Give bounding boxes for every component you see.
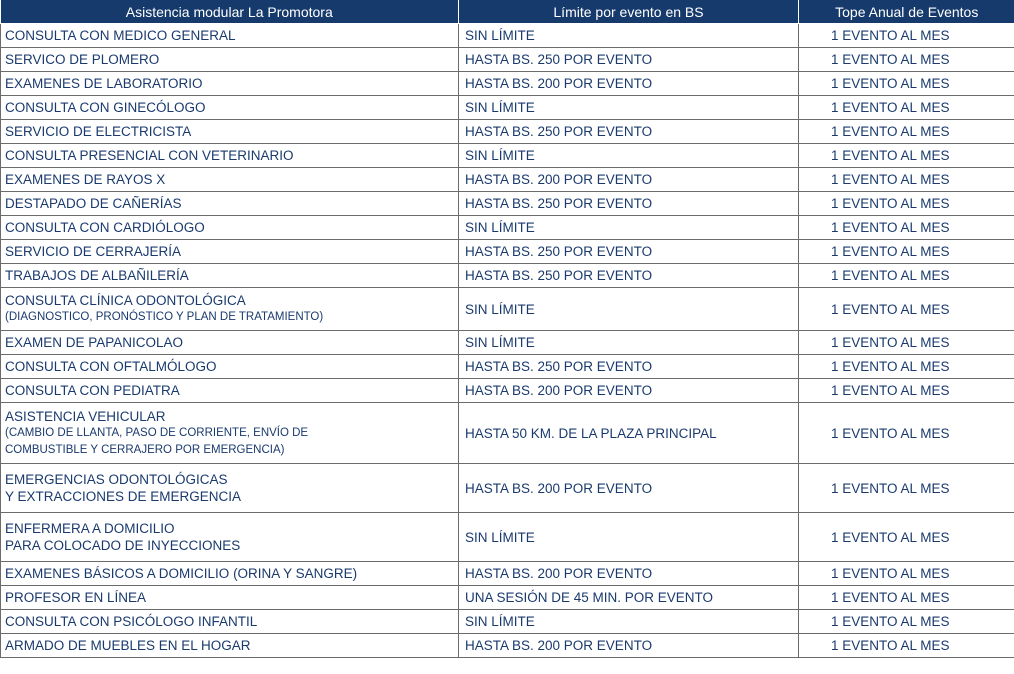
service-cell: EXAMENES DE LABORATORIO [1, 72, 459, 96]
cap-cell: 1 EVENTO AL MES [799, 240, 1014, 264]
service-cell: SERVICO DE PLOMERO [1, 48, 459, 72]
cap-cell: 1 EVENTO AL MES [799, 586, 1014, 610]
table-row [1, 464, 1014, 513]
table-row [1, 288, 1014, 331]
table-row [1, 192, 1014, 216]
table-row [1, 48, 1014, 72]
table-row [1, 379, 1014, 403]
limit-cell: SIN LÍMITE [459, 513, 799, 562]
limit-cell: HASTA BS. 200 POR EVENTO [459, 168, 799, 192]
cap-cell: 1 EVENTO AL MES [799, 634, 1014, 658]
service-note: (DIAGNOSTICO, PRONÓSTICO Y PLAN DE TRATAMIENTO) [5, 311, 324, 323]
cap-cell: 1 EVENTO AL MES [799, 72, 1014, 96]
service-cell: CONSULTA CON MEDICO GENERAL [1, 24, 459, 48]
cap-cell: 1 EVENTO AL MES [799, 379, 1014, 403]
service-title: ENFERMERA A DOMICILIO [5, 521, 175, 536]
header-limit: Límite por evento en BS [459, 0, 799, 24]
cap-cell: 1 EVENTO AL MES [799, 192, 1014, 216]
cap-cell: 1 EVENTO AL MES [799, 403, 1014, 464]
table-row [1, 24, 1014, 48]
cap-cell: 1 EVENTO AL MES [799, 562, 1014, 586]
limit-cell: HASTA BS. 250 POR EVENTO [459, 48, 799, 72]
table-row [1, 562, 1014, 586]
service-title-line2: PARA COLOCADO DE INYECCIONES [5, 538, 241, 553]
limit-cell: HASTA BS. 200 POR EVENTO [459, 379, 799, 403]
limit-cell: HASTA BS. 250 POR EVENTO [459, 240, 799, 264]
service-cell: PROFESOR EN LÍNEA [1, 586, 459, 610]
service-title-line2: Y EXTRACCIONES DE EMERGENCIA [5, 489, 242, 504]
cap-cell: 1 EVENTO AL MES [799, 464, 1014, 513]
limit-cell: SIN LÍMITE [459, 144, 799, 168]
limit-cell: HASTA BS. 250 POR EVENTO [459, 264, 799, 288]
service-cell: SERVICIO DE CERRAJERÍA [1, 240, 459, 264]
limit-cell: SIN LÍMITE [459, 96, 799, 120]
cap-cell: 1 EVENTO AL MES [799, 168, 1014, 192]
cap-cell: 1 EVENTO AL MES [799, 144, 1014, 168]
service-note: COMBUSTIBLE Y CERRAJERO POR EMERGENCIA) [5, 443, 285, 456]
service-cell: CONSULTA CON CARDIÓLOGO [1, 216, 459, 240]
service-title: CONSULTA CLÍNICA ODONTOLÓGICA [5, 293, 246, 308]
service-cell: CONSULTA CON PEDIATRA [1, 379, 459, 403]
table-row [1, 240, 1014, 264]
table-row [1, 120, 1014, 144]
service-cell [1, 513, 459, 562]
table-row [1, 216, 1014, 240]
cap-cell: 1 EVENTO AL MES [799, 513, 1014, 562]
service-note: (CAMBIO DE LLANTA, PASO DE CORRIENTE, ENVÍO DE [5, 426, 309, 439]
cap-cell: 1 EVENTO AL MES [799, 216, 1014, 240]
table-row [1, 144, 1014, 168]
cap-cell: 1 EVENTO AL MES [799, 120, 1014, 144]
limit-cell: SIN LÍMITE [459, 610, 799, 634]
cap-cell: 1 EVENTO AL MES [799, 96, 1014, 120]
limit-cell: HASTA BS. 200 POR EVENTO [459, 72, 799, 96]
service-cell: EXAMENES DE RAYOS X [1, 168, 459, 192]
service-cell: ARMADO DE MUEBLES EN EL HOGAR [1, 634, 459, 658]
limit-cell: HASTA BS. 250 POR EVENTO [459, 192, 799, 216]
cap-cell: 1 EVENTO AL MES [799, 48, 1014, 72]
table-row [1, 355, 1014, 379]
table-row [1, 610, 1014, 634]
service-cell [1, 288, 459, 331]
service-cell: CONSULTA PRESENCIAL CON VETERINARIO [1, 144, 459, 168]
limit-cell: HASTA 50 KM. DE LA PLAZA PRINCIPAL [459, 403, 799, 464]
table-header-row [1, 0, 1014, 24]
limit-cell: HASTA BS. 200 POR EVENTO [459, 562, 799, 586]
table-row [1, 513, 1014, 562]
service-cell [1, 464, 459, 513]
table-row [1, 634, 1014, 658]
cap-cell: 1 EVENTO AL MES [799, 331, 1014, 355]
service-cell: TRABAJOS DE ALBAÑILERÍA [1, 264, 459, 288]
limit-cell: HASTA BS. 250 POR EVENTO [459, 120, 799, 144]
cap-cell: 1 EVENTO AL MES [799, 288, 1014, 331]
cap-cell: 1 EVENTO AL MES [799, 355, 1014, 379]
limit-cell: HASTA BS. 200 POR EVENTO [459, 634, 799, 658]
cap-cell: 1 EVENTO AL MES [799, 610, 1014, 634]
table-row [1, 264, 1014, 288]
cap-cell: 1 EVENTO AL MES [799, 264, 1014, 288]
table-row [1, 168, 1014, 192]
table-row [1, 96, 1014, 120]
table-row [1, 331, 1014, 355]
limit-cell: HASTA BS. 200 POR EVENTO [459, 464, 799, 513]
service-title: EMERGENCIAS ODONTOLÓGICAS [5, 472, 228, 487]
limit-cell: UNA SESIÓN DE 45 MIN. POR EVENTO [459, 586, 799, 610]
service-cell: CONSULTA CON OFTALMÓLOGO [1, 355, 459, 379]
header-service: Asistencia modular La Promotora [1, 0, 459, 24]
service-title: ASISTENCIA VEHICULAR [5, 408, 166, 424]
service-cell: DESTAPADO DE CAÑERÍAS [1, 192, 459, 216]
service-cell: EXAMENES BÁSICOS A DOMICILIO (ORINA Y SANGRE) [1, 562, 459, 586]
table-row [1, 586, 1014, 610]
service-cell [1, 403, 459, 464]
limit-cell: SIN LÍMITE [459, 288, 799, 331]
limit-cell: SIN LÍMITE [459, 24, 799, 48]
service-cell: EXAMEN DE PAPANICOLAO [1, 331, 459, 355]
service-cell: SERVICIO DE ELECTRICISTA [1, 120, 459, 144]
table-row [1, 72, 1014, 96]
service-cell: CONSULTA CON PSICÓLOGO INFANTIL [1, 610, 459, 634]
cap-cell: 1 EVENTO AL MES [799, 24, 1014, 48]
limit-cell: SIN LÍMITE [459, 331, 799, 355]
limit-cell: SIN LÍMITE [459, 216, 799, 240]
header-cap: Tope Anual de Eventos [799, 0, 1014, 24]
service-cell: CONSULTA CON GINECÓLOGO [1, 96, 459, 120]
table-row [1, 403, 1014, 464]
limit-cell: HASTA BS. 250 POR EVENTO [459, 355, 799, 379]
